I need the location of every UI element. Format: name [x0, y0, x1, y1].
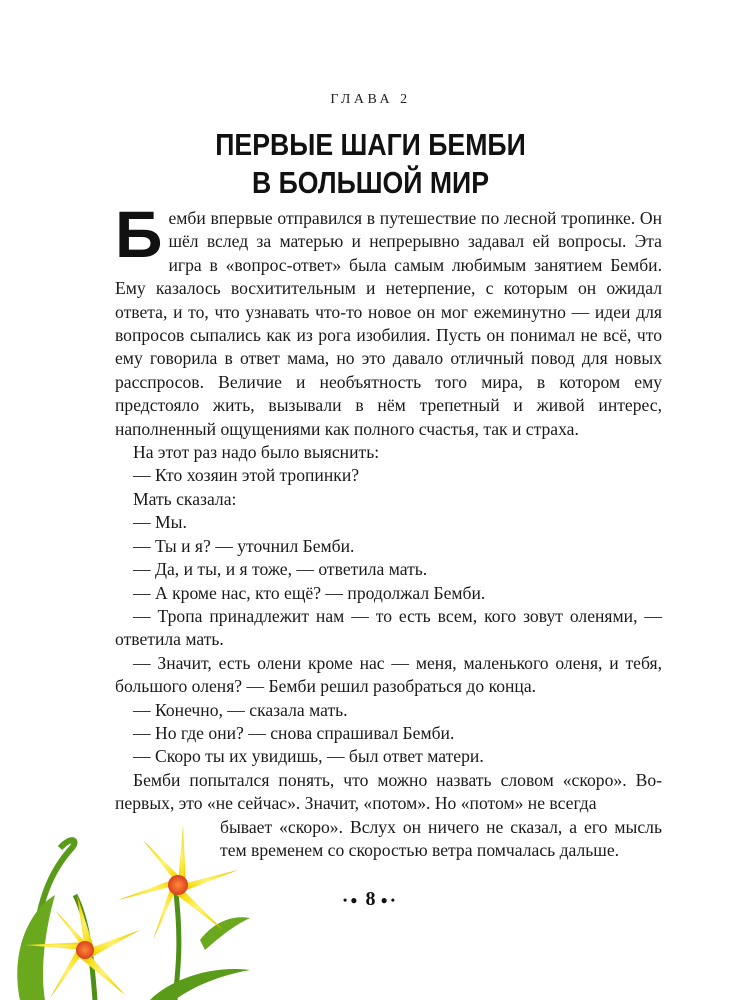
dialogue-line: — Но где они? — снова спрашивал Бемби.	[133, 722, 455, 743]
paragraph: Бемби попытался понять, что можно назвать словом «скоро». Во-первых, это «не сейчас». Значит, «потом». Но «потом» не всегда	[115, 769, 662, 814]
dialogue-line: — Кто хозяин этой тропинки?	[133, 465, 360, 486]
page-number: 8	[365, 888, 376, 910]
dialogue-line: — Ты и я? — уточнил Бемби.	[133, 535, 355, 556]
body-text	[115, 197, 662, 862]
chapter-title	[52, 126, 689, 202]
chapter-title-line-2: В БОЛЬШОЙ МИР	[251, 165, 490, 200]
chapter-title-line-1: ПЕРВЫЕ ШАГИ БЕМБИ	[215, 127, 526, 162]
paragraph-continued: бывает «скоро». Вслух он ничего не сказал, а его мысль тем временем со скоростью ветра помчалась дальше.	[220, 816, 662, 860]
ornament-dots-left: •●	[343, 892, 361, 907]
dialogue-line: — Мы.	[133, 512, 187, 533]
drop-cap: Б	[115, 197, 163, 271]
paragraph: На этот раз надо было выяснить:	[133, 442, 380, 463]
flower-illustration	[0, 800, 320, 1000]
dialogue-line: — Конечно, — сказала мать.	[133, 699, 348, 720]
ornament-dots-right: ●•	[380, 892, 398, 907]
paragraph-1	[115, 197, 662, 441]
paragraph-1-text: емби впервые отправился в путешествие по лесной тропинке. Он шёл вслед за матерью и непрерывно задавал ей вопросы. Эта игра в «вопрос-ответ» была самым любимым занятием Бемби. Ему казалось восхитительным и нетерпение, с которым он ожидал ответа, и то, что узнавать что-то новое он мог ежеминутно — идеи для вопросов сыпались как из рога изобилия. Пусть он понимал не всё, что ему говорила в ответ мама, но это давало отличный повод для новых расспросов. Величие и необъятность того мира, в котором ему предстояло жить, вызывали в нём трепетный и живой интерес, наполненный ощущениями как полного счастья, так и страха.	[115, 208, 662, 439]
dialogue-line: — А кроме нас, кто ещё? — продолжал Бемби.	[133, 582, 486, 603]
leaf	[200, 917, 250, 950]
dialogue-line: — Значит, есть олени кроме нас — меня, маленького оленя, и тебя, большого оленя? — Бемби решил разобраться до конца.	[115, 652, 662, 697]
paragraph: Мать сказала:	[133, 488, 237, 509]
dialogue-line: — Да, и ты, и я тоже, — ответила мать.	[133, 559, 428, 580]
dialogue-line: — Скоро ты их увидишь, — был ответ матери.	[133, 746, 484, 767]
leaf	[150, 969, 250, 1000]
chapter-label: ГЛАВА 2	[330, 92, 411, 107]
dialogue-line: — Тропа принадлежит нам — то есть всем, кого зовут оленями, — ответила мать.	[115, 605, 662, 650]
leaf	[17, 895, 55, 1000]
